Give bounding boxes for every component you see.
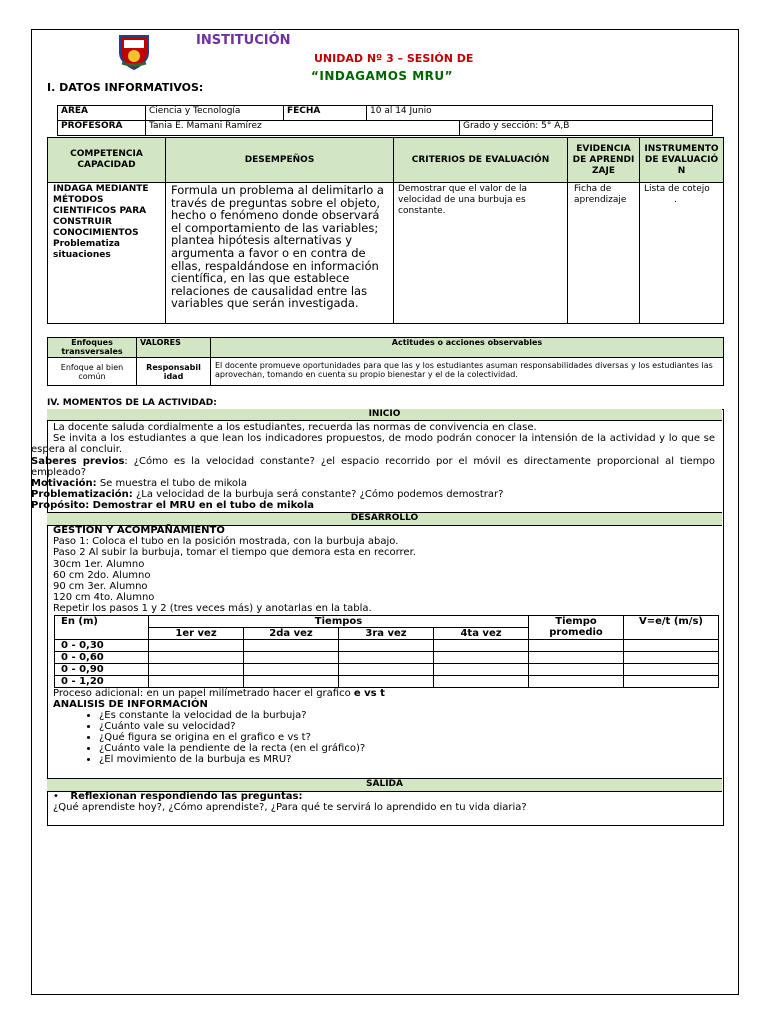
fecha-label: FECHA (284, 106, 367, 121)
section-heading-momentos: IV. MOMENTOS DE LA ACTIVIDAD: (47, 398, 217, 408)
cell[interactable] (434, 640, 529, 652)
table-row (55, 652, 719, 664)
table-row (55, 664, 719, 676)
header-promedio: Tiempo promedio (529, 616, 624, 640)
inicio-paragraph-2: Se invita a los estudiantes a que lean los indicadores propuestos, de modo podrán conocer la intensión de la actividad y lo que se espera al concluir. (31, 433, 715, 455)
cell[interactable] (244, 640, 339, 652)
cell[interactable] (434, 664, 529, 676)
capacidad-text: Problematiza situaciones (53, 239, 120, 260)
row-distance: 0 - 1,20 (55, 676, 149, 688)
saberes-label: Saberes previos (31, 456, 125, 467)
motivacion-label: Motivación: (31, 478, 97, 489)
analisis-heading: ANALISIS DE INFORMACIÓN (53, 699, 208, 710)
distancia-4: 120 cm 4to. Alumno (53, 592, 155, 603)
header-competencia: COMPETENCIA CAPACIDAD (48, 138, 166, 183)
salida-preguntas: ¿Qué aprendiste hoy?, ¿Cómo aprendiste?, ¿Para qué te servirá lo aprendido en tu vida diaria? (53, 802, 527, 813)
cell[interactable] (339, 664, 434, 676)
list-item: • ¿Cuánto vale la pendiente de la recta (en el gráfico)? (99, 743, 759, 754)
school-logo (118, 33, 150, 71)
saberes-text: : ¿Cómo es la velocidad constante? ¿el espacio recorrido por el móvil es directamente proporcional al tiempo empleado? (31, 456, 715, 478)
desempeno-text: Formula un problema al delimitarlo a través de preguntas sobre el objeto, hecho o fenómeno donde observará el comportamiento de las variables; plantea hipótesis alternativas y argumenta a favor o en contra de ellas, respaldándose en información científica, en las que establece relaciones de causalidad entre las variables que serán investigada. (166, 183, 394, 324)
list-item: • ¿El movimiento de la burbuja es MRU? (99, 754, 759, 765)
motivacion-text: Se muestra el tubo de mikola (96, 478, 247, 489)
cell[interactable] (434, 676, 529, 688)
cell[interactable] (529, 640, 624, 652)
instrumento-dot: . (674, 195, 677, 205)
header-criterios: CRITERIOS DE EVALUACIÓN (394, 138, 568, 183)
saberes-previos (31, 456, 715, 478)
institution-title: INSTITUCIÓN (196, 33, 291, 48)
cell[interactable] (624, 664, 719, 676)
table-row (55, 676, 719, 688)
list-item: • ¿Es constante la velocidad de la burbuja? (99, 710, 759, 721)
salida-bar: SALIDA (47, 778, 722, 792)
header-evidencia: EVIDENCIA DE APRENDIZAJE (568, 138, 640, 183)
distancia-3: 90 cm 3er. Alumno (53, 581, 148, 592)
inicio-bar: INICIO (47, 409, 722, 421)
problematizacion-text: ¿La velocidad de la burbuja será constante? ¿Cómo podemos demostrar? (132, 489, 504, 500)
competencias-table (47, 137, 724, 324)
cell[interactable] (624, 676, 719, 688)
unit-session-title: UNIDAD Nº 3 – SESIÓN DE (314, 52, 474, 65)
table-row (55, 640, 719, 652)
proposito: Propósito: Demostrar el MRU en el tubo de mikola (31, 500, 314, 511)
row-distance: 0 - 0,90 (55, 664, 149, 676)
cell[interactable] (624, 652, 719, 664)
paso-2: Paso 2 Al subir la burbuja, tomar el tiempo que demora esta en recorrer. (53, 547, 416, 558)
cell[interactable] (529, 664, 624, 676)
cell[interactable] (624, 640, 719, 652)
cell[interactable] (434, 652, 529, 664)
cell[interactable] (244, 664, 339, 676)
valor-value: Responsabilidad (137, 358, 211, 386)
problematizacion-label: Problematización: (31, 489, 133, 500)
header-vez-2: 2da vez (244, 628, 339, 640)
section-heading-datos: I. DATOS INFORMATIVOS: (47, 81, 204, 94)
list-item: • ¿Qué figura se origina en el grafico e vs t? (99, 732, 759, 743)
datos-table (57, 105, 713, 136)
header-instrumento: INSTRUMENTO DE EVALUACIÓN (640, 138, 724, 183)
distancia-2: 60 cm 2do. Alumno (53, 570, 151, 581)
cell[interactable] (339, 652, 434, 664)
area-value: Ciencia y Tecnología (146, 106, 284, 121)
repetir-text: Repetir los pasos 1 y 2 (tres veces más) y anotarlas en la tabla. (53, 603, 372, 614)
distancia-1: 30cm 1er. Alumno (53, 559, 145, 570)
tiempos-table (54, 615, 719, 688)
bullet-icon: • (53, 791, 59, 802)
enfoque-value: Enfoque al bien común (48, 358, 137, 386)
competencia-text: INDAGA MEDIANTE MÉTODOS CIENTIFICOS PARA CONSTRUIR CONOCIMIENTOS (53, 184, 149, 238)
header-desempenos: DESEMPEÑOS (166, 138, 394, 183)
profesora-value: Tania E. Mamani Ramírez (146, 121, 460, 136)
grado-value: Grado y sección: 5° A,B (460, 121, 713, 136)
cell[interactable] (339, 640, 434, 652)
cell[interactable] (149, 676, 244, 688)
fecha-value: 10 al 14 Junio (367, 106, 713, 121)
proceso-grafico: e vs t (353, 688, 385, 699)
instrumento-text: Lista de cotejo (644, 184, 710, 194)
header-actitudes: Actitudes o acciones observables (211, 338, 724, 358)
reflexion-item (53, 791, 302, 802)
criterio-text: Demostrar que el valor de la velocidad de una burbuja es constante. (394, 183, 568, 324)
session-title: “INDAGAMOS MRU” (311, 69, 454, 83)
cell[interactable] (149, 652, 244, 664)
cell[interactable] (244, 652, 339, 664)
area-label: AREA (58, 106, 146, 121)
analisis-list (47, 710, 759, 765)
cell[interactable] (529, 652, 624, 664)
paso-1: Paso 1: Coloca el tubo en la posición mostrada, con la burbuja abajo. (53, 536, 399, 547)
evidencia-text: Ficha de aprendizaje (568, 183, 640, 324)
reflexion-text: Reflexionan respondiendo las preguntas: (70, 791, 303, 802)
motivacion (31, 478, 247, 489)
row-distance: 0 - 0,60 (55, 652, 149, 664)
cell[interactable] (244, 676, 339, 688)
row-distance: 0 - 0,30 (55, 640, 149, 652)
list-item: • ¿Cuánto vale su velocidad? (99, 721, 759, 732)
profesora-label: PROFESORA (58, 121, 146, 136)
cell[interactable] (149, 664, 244, 676)
header-enfoques: Enfoques transversales (48, 338, 137, 358)
cell[interactable] (339, 676, 434, 688)
header-valores: VALORES (137, 338, 211, 358)
problematizacion (31, 489, 503, 500)
header-velocidad: V=e/t (m/s) (624, 616, 719, 640)
gestion-heading: GESTION Y ACOMPAÑAMIENTO (53, 525, 225, 536)
actitudes-value: El docente promueve oportunidades para que las y los estudiantes asuman responsabilidades diversas y los estudiantes las aprovechan, tomando en cuenta su propio bienestar y el de la colectividad. (211, 358, 724, 386)
enfoques-table (47, 337, 724, 386)
cell[interactable] (529, 676, 624, 688)
header-en: En (m) (55, 616, 149, 640)
header-vez-3: 3ra vez (339, 628, 434, 640)
header-vez-4: 4ta vez (434, 628, 529, 640)
desarrollo-bar: DESARROLLO (47, 512, 722, 526)
proceso-adicional (53, 688, 385, 699)
cell[interactable] (149, 640, 244, 652)
header-vez-1: 1er vez (149, 628, 244, 640)
proceso-text: Proceso adicional: en un papel milímetrado hacer el grafico (53, 688, 354, 699)
header-tiempos: Tiempos (149, 616, 529, 628)
inicio-paragraph-1: La docente saluda cordialmente a los estudiantes, recuerda las normas de convivencia en clase. (53, 422, 537, 433)
